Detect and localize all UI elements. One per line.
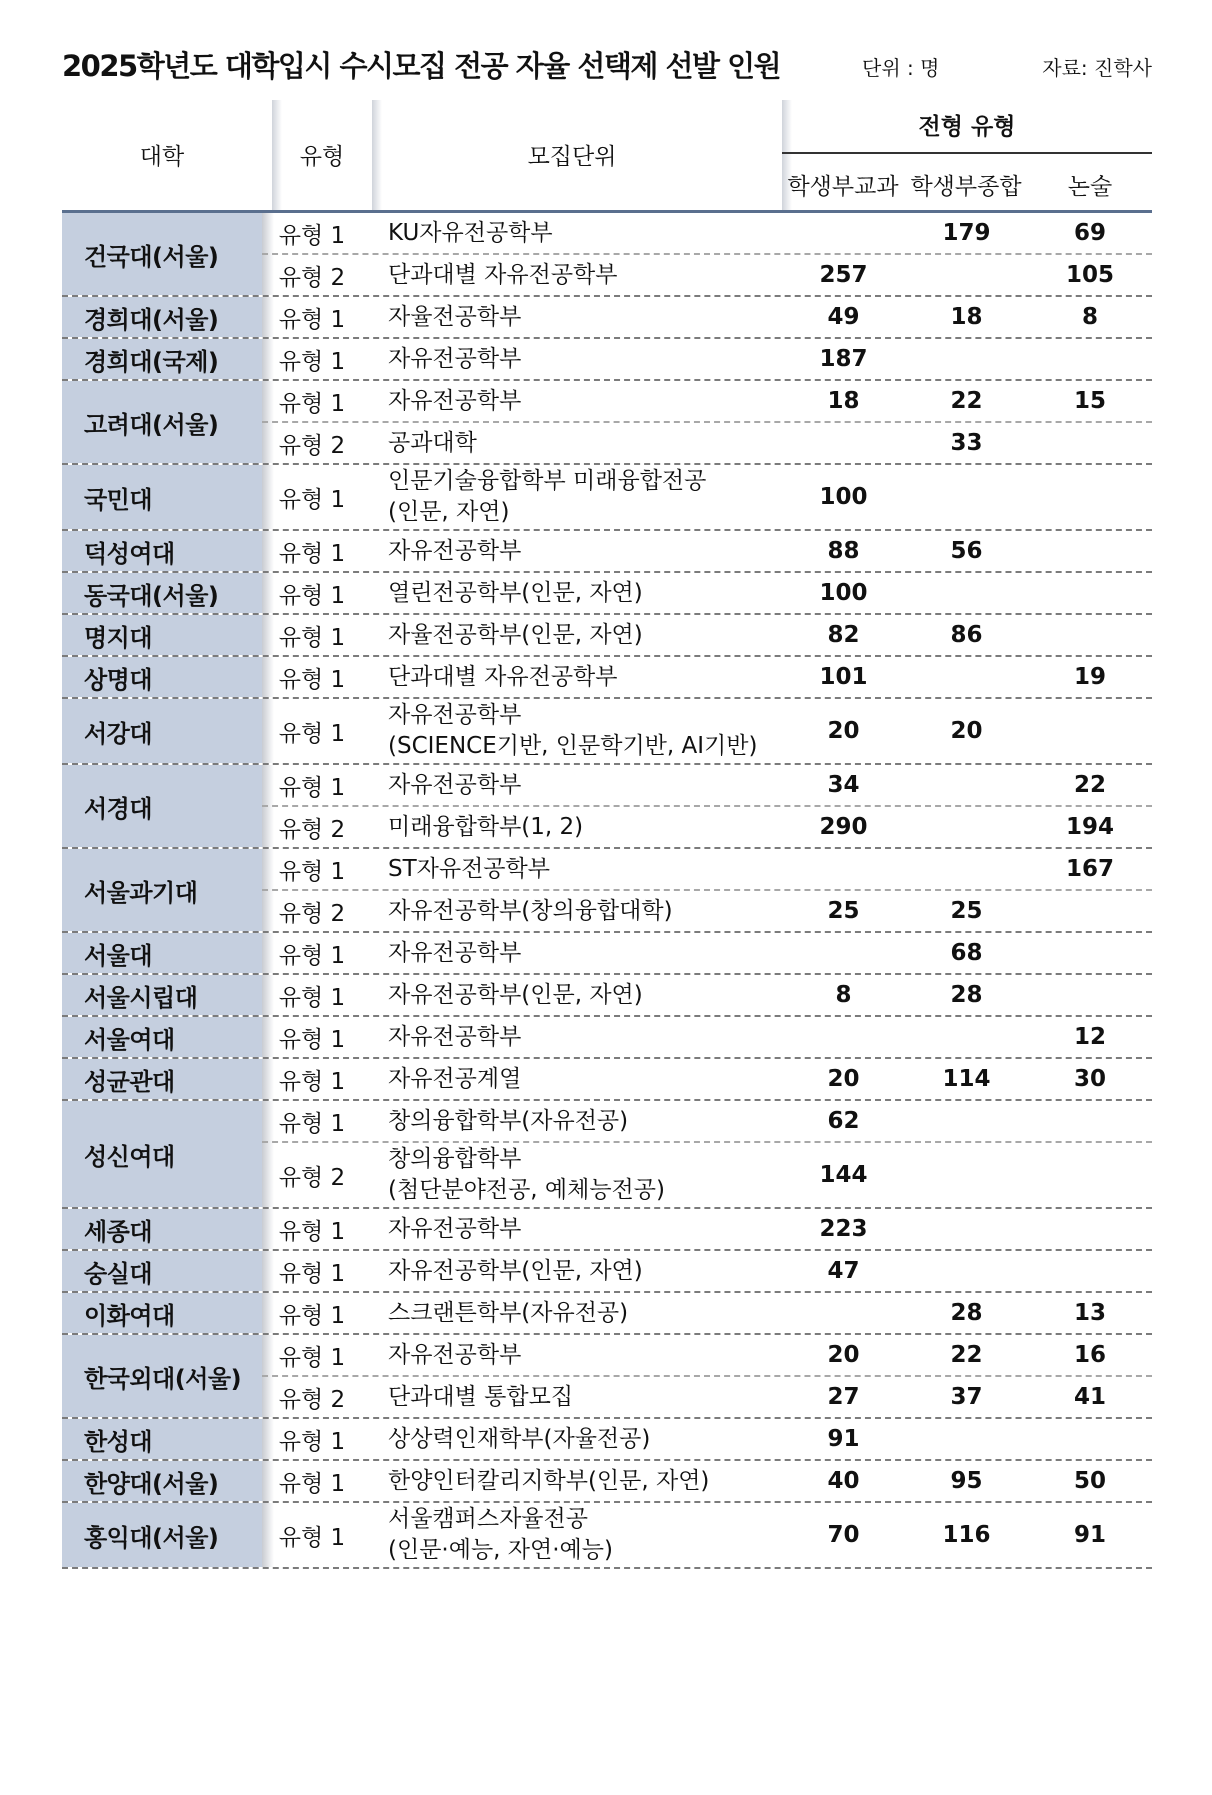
table-row — [262, 615, 1152, 655]
university-name: 서울과기대 — [62, 849, 262, 931]
university-block — [62, 1209, 1152, 1251]
university-block — [62, 765, 1152, 849]
university-name: 덕성여대 — [62, 531, 262, 571]
type-cell: 유형 1 — [278, 486, 346, 513]
university-rows — [262, 339, 1152, 379]
type-cell: 유형 1 — [278, 390, 346, 417]
unit-cell: 자유전공학부 — [388, 939, 522, 966]
count-nonsul: 15 — [1073, 388, 1106, 414]
university-name: 성균관대 — [62, 1059, 262, 1099]
header-group: 전형 유형 — [918, 114, 1016, 140]
table-row — [262, 465, 1152, 529]
unit-cell: 자유전공학부(인문, 자연) — [388, 1257, 643, 1284]
unit-cell: 창의융합학부(자유전공) — [388, 1107, 629, 1134]
university-block — [62, 1503, 1152, 1569]
table-row — [262, 975, 1152, 1015]
unit-cell: 공과대학 — [388, 429, 477, 456]
type-cell: 유형 1 — [278, 1068, 346, 1095]
university-name: 고려대(서울) — [62, 381, 262, 463]
university-block — [62, 933, 1152, 975]
university-rows — [262, 657, 1152, 697]
count-nonsul: 69 — [1073, 220, 1106, 246]
table-row — [262, 1461, 1152, 1501]
count-nonsul: 8 — [1081, 304, 1098, 330]
university-block — [62, 849, 1152, 933]
university-name: 홍익대(서울) — [62, 1503, 262, 1567]
university-block — [62, 1461, 1152, 1503]
university-block — [62, 1251, 1152, 1293]
university-name: 이화여대 — [62, 1293, 262, 1333]
university-block — [62, 339, 1152, 381]
type-cell: 유형 1 — [278, 984, 346, 1011]
count-gyogwa: 20 — [827, 1342, 860, 1368]
university-rows — [262, 213, 1152, 295]
count-jonghap: 56 — [950, 538, 983, 564]
unit-cell: 스크랜튼학부(자유전공) — [388, 1299, 629, 1326]
count-gyogwa: 20 — [827, 718, 860, 744]
count-jonghap: 28 — [950, 1300, 983, 1326]
type-cell: 유형 1 — [278, 1428, 346, 1455]
type-cell: 유형 2 — [278, 1164, 346, 1191]
header-shade — [272, 100, 282, 210]
unit-cell: 자유전공학부 — [388, 1215, 522, 1242]
university-name: 동국대(서울) — [62, 573, 262, 613]
type-cell: 유형 1 — [278, 858, 346, 885]
count-jonghap: 25 — [950, 898, 983, 924]
university-block — [62, 381, 1152, 465]
unit-cell: 자유전공계열 — [388, 1065, 522, 1092]
count-jonghap: 20 — [950, 718, 983, 744]
university-rows — [262, 1059, 1152, 1099]
count-nonsul: 167 — [1065, 856, 1114, 882]
count-jonghap: 22 — [950, 1342, 983, 1368]
university-name: 서경대 — [62, 765, 262, 847]
count-nonsul: 50 — [1073, 1468, 1106, 1494]
count-nonsul: 13 — [1073, 1300, 1106, 1326]
university-block — [62, 657, 1152, 699]
university-rows — [262, 1209, 1152, 1249]
page-title: 2025학년도 대학입시 수시모집 전공 자율 선택제 선발 인원 — [62, 49, 781, 83]
table-row — [262, 933, 1152, 973]
university-name: 한국외대(서울) — [62, 1335, 262, 1417]
unit-cell: 자유전공학부 — [388, 1341, 522, 1368]
type-cell: 유형 1 — [278, 1302, 346, 1329]
university-block — [62, 573, 1152, 615]
table-row — [262, 699, 1152, 763]
unit-cell: 한양인터칼리지학부(인문, 자연) — [388, 1467, 710, 1494]
table-row — [262, 1059, 1152, 1099]
university-rows — [262, 1419, 1152, 1459]
unit-cell: 미래융합학부(1, 2) — [388, 813, 584, 840]
university-rows — [262, 699, 1152, 763]
count-gyogwa: 25 — [827, 898, 860, 924]
type-cell: 유형 1 — [278, 1110, 346, 1137]
table-row — [262, 1335, 1152, 1375]
source-note: 자료: 진학사 — [1042, 56, 1152, 80]
unit-cell: 자율전공학부(인문, 자연) — [388, 621, 643, 648]
table-row — [262, 1017, 1152, 1057]
count-gyogwa: 47 — [827, 1258, 860, 1284]
university-name: 서울대 — [62, 933, 262, 973]
table-row — [262, 765, 1152, 805]
count-nonsul: 194 — [1065, 814, 1114, 840]
university-block — [62, 1293, 1152, 1335]
count-nonsul: 41 — [1073, 1384, 1106, 1410]
title-row — [62, 44, 1152, 84]
unit-cell: 서울캠퍼스자율전공 (인문·예능, 자연·예능) — [388, 1506, 613, 1563]
header-group-line — [782, 152, 1152, 154]
count-jonghap: 114 — [942, 1066, 991, 1092]
count-gyogwa: 34 — [827, 772, 860, 798]
unit-note: 단위 : 명 — [862, 56, 940, 80]
unit-cell: 자유전공학부(창의융합대학) — [388, 897, 673, 924]
university-block — [62, 615, 1152, 657]
count-gyogwa: 257 — [819, 262, 868, 288]
table-row — [262, 421, 1152, 463]
unit-cell: KU자유전공학부 — [388, 219, 553, 246]
type-cell: 유형 2 — [278, 816, 346, 843]
table-row — [262, 1251, 1152, 1291]
university-block — [62, 1101, 1152, 1209]
count-jonghap: 68 — [950, 940, 983, 966]
unit-cell: 자유전공학부 — [388, 537, 522, 564]
university-name: 서울시립대 — [62, 975, 262, 1015]
count-gyogwa: 40 — [827, 1468, 860, 1494]
university-name: 명지대 — [62, 615, 262, 655]
type-cell: 유형 2 — [278, 900, 346, 927]
table-row — [262, 1101, 1152, 1141]
count-gyogwa: 70 — [827, 1522, 860, 1548]
count-gyogwa: 88 — [827, 538, 860, 564]
table-row — [262, 339, 1152, 379]
table-row — [262, 805, 1152, 847]
type-cell: 유형 1 — [278, 942, 346, 969]
type-cell: 유형 1 — [278, 666, 346, 693]
type-cell: 유형 1 — [278, 222, 346, 249]
type-cell: 유형 1 — [278, 1218, 346, 1245]
count-nonsul: 105 — [1065, 262, 1114, 288]
university-rows — [262, 1293, 1152, 1333]
count-nonsul: 12 — [1073, 1024, 1106, 1050]
university-name: 경희대(서울) — [62, 297, 262, 337]
count-gyogwa: 101 — [819, 664, 868, 690]
count-gyogwa: 49 — [827, 304, 860, 330]
count-jonghap: 28 — [950, 982, 983, 1008]
university-rows — [262, 933, 1152, 973]
university-block — [62, 531, 1152, 573]
type-cell: 유형 2 — [278, 264, 346, 291]
university-rows — [262, 297, 1152, 337]
header-col-3: 논술 — [1067, 174, 1113, 200]
university-rows — [262, 1251, 1152, 1291]
count-gyogwa: 91 — [827, 1426, 860, 1452]
unit-cell: 상상력인재학부(자율전공) — [388, 1425, 651, 1452]
university-name: 서울여대 — [62, 1017, 262, 1057]
type-cell: 유형 1 — [278, 1260, 346, 1287]
header-university: 대학 — [139, 144, 185, 170]
count-gyogwa: 100 — [819, 580, 868, 606]
table-row — [262, 1503, 1152, 1567]
university-rows — [262, 975, 1152, 1015]
table-row — [262, 213, 1152, 253]
university-rows — [262, 531, 1152, 571]
university-block — [62, 297, 1152, 339]
university-block — [62, 465, 1152, 531]
selection-table — [62, 100, 1152, 1569]
count-jonghap: 22 — [950, 388, 983, 414]
unit-cell: 단과대별 통합모집 — [388, 1383, 574, 1410]
type-cell: 유형 1 — [278, 540, 346, 567]
unit-cell: 자유전공학부 — [388, 1023, 522, 1050]
header-col-1: 학생부교과 — [787, 174, 899, 200]
header-shade — [372, 100, 382, 210]
count-nonsul: 91 — [1073, 1522, 1106, 1548]
university-name: 서강대 — [62, 699, 262, 763]
university-rows — [262, 381, 1152, 463]
table-row — [262, 297, 1152, 337]
university-rows — [262, 1503, 1152, 1567]
type-cell: 유형 1 — [278, 1026, 346, 1053]
type-cell: 유형 1 — [278, 720, 346, 747]
university-name: 성신여대 — [62, 1101, 262, 1207]
university-rows — [262, 1335, 1152, 1417]
university-rows — [262, 1101, 1152, 1207]
unit-cell: 단과대별 자유전공학부 — [388, 663, 618, 690]
university-rows — [262, 1017, 1152, 1057]
unit-cell: 자유전공학부(인문, 자연) — [388, 981, 643, 1008]
unit-cell: 자유전공학부 — [388, 771, 522, 798]
count-gyogwa: 27 — [827, 1384, 860, 1410]
count-jonghap: 116 — [942, 1522, 991, 1548]
table-row — [262, 1293, 1152, 1333]
university-rows — [262, 1461, 1152, 1501]
type-cell: 유형 1 — [278, 1524, 346, 1551]
count-gyogwa: 223 — [819, 1216, 868, 1242]
table-body — [62, 213, 1152, 1569]
type-cell: 유형 2 — [278, 432, 346, 459]
type-cell: 유형 1 — [278, 624, 346, 651]
count-gyogwa: 144 — [819, 1162, 868, 1188]
unit-cell: 자유전공학부 — [388, 387, 522, 414]
university-rows — [262, 465, 1152, 529]
count-gyogwa: 187 — [819, 346, 868, 372]
count-nonsul: 19 — [1073, 664, 1106, 690]
university-name: 국민대 — [62, 465, 262, 529]
count-nonsul: 16 — [1073, 1342, 1106, 1368]
count-gyogwa: 100 — [819, 484, 868, 510]
count-gyogwa: 18 — [827, 388, 860, 414]
count-jonghap: 179 — [942, 220, 991, 246]
university-name: 건국대(서울) — [62, 213, 262, 295]
unit-cell: 인문기술융합학부 미래융합전공 (인문, 자연) — [388, 468, 707, 525]
count-gyogwa: 62 — [827, 1108, 860, 1134]
unit-cell: 자유전공학부 — [388, 345, 522, 372]
table-row — [262, 381, 1152, 421]
type-cell: 유형 1 — [278, 774, 346, 801]
university-block — [62, 213, 1152, 297]
header-type: 유형 — [299, 144, 345, 170]
university-rows — [262, 765, 1152, 847]
unit-cell: 창의융합학부 (첨단분야전공, 예체능전공) — [388, 1146, 665, 1203]
university-name: 한성대 — [62, 1419, 262, 1459]
unit-cell: 자유전공학부 (SCIENCE기반, 인문학기반, AI기반) — [388, 702, 758, 759]
table-row — [262, 1419, 1152, 1459]
table-row — [262, 531, 1152, 571]
table-row — [262, 889, 1152, 931]
table-row — [262, 1375, 1152, 1417]
university-block — [62, 1017, 1152, 1059]
unit-cell: 열린전공학부(인문, 자연) — [388, 579, 643, 606]
university-block — [62, 975, 1152, 1017]
header-unit: 모집단위 — [527, 144, 617, 170]
count-jonghap: 18 — [950, 304, 983, 330]
count-nonsul: 30 — [1073, 1066, 1106, 1092]
type-cell: 유형 1 — [278, 348, 346, 375]
count-gyogwa: 82 — [827, 622, 860, 648]
count-gyogwa: 8 — [835, 982, 852, 1008]
table-row — [262, 573, 1152, 613]
type-cell: 유형 1 — [278, 582, 346, 609]
type-cell: 유형 1 — [278, 306, 346, 333]
university-block — [62, 699, 1152, 765]
unit-cell: 단과대별 자유전공학부 — [388, 261, 618, 288]
type-cell: 유형 1 — [278, 1470, 346, 1497]
university-name: 상명대 — [62, 657, 262, 697]
table-header — [62, 100, 1152, 213]
university-rows — [262, 573, 1152, 613]
header-col-2: 학생부종합 — [910, 174, 1022, 200]
type-cell: 유형 2 — [278, 1386, 346, 1413]
count-jonghap: 95 — [950, 1468, 983, 1494]
table-row — [262, 657, 1152, 697]
university-name: 세종대 — [62, 1209, 262, 1249]
unit-cell: 자율전공학부 — [388, 303, 522, 330]
table-row — [262, 253, 1152, 295]
university-rows — [262, 849, 1152, 931]
count-jonghap: 33 — [950, 430, 983, 456]
type-cell: 유형 1 — [278, 1344, 346, 1371]
unit-cell: ST자유전공학부 — [388, 855, 550, 882]
university-name: 숭실대 — [62, 1251, 262, 1291]
count-jonghap: 37 — [950, 1384, 983, 1410]
count-nonsul: 22 — [1073, 772, 1106, 798]
table-row — [262, 1209, 1152, 1249]
university-name: 한양대(서울) — [62, 1461, 262, 1501]
table-row — [262, 849, 1152, 889]
count-gyogwa: 290 — [819, 814, 868, 840]
count-jonghap: 86 — [950, 622, 983, 648]
table-row — [262, 1141, 1152, 1207]
university-block — [62, 1335, 1152, 1419]
count-gyogwa: 20 — [827, 1066, 860, 1092]
university-name: 경희대(국제) — [62, 339, 262, 379]
university-block — [62, 1419, 1152, 1461]
university-block — [62, 1059, 1152, 1101]
university-rows — [262, 615, 1152, 655]
